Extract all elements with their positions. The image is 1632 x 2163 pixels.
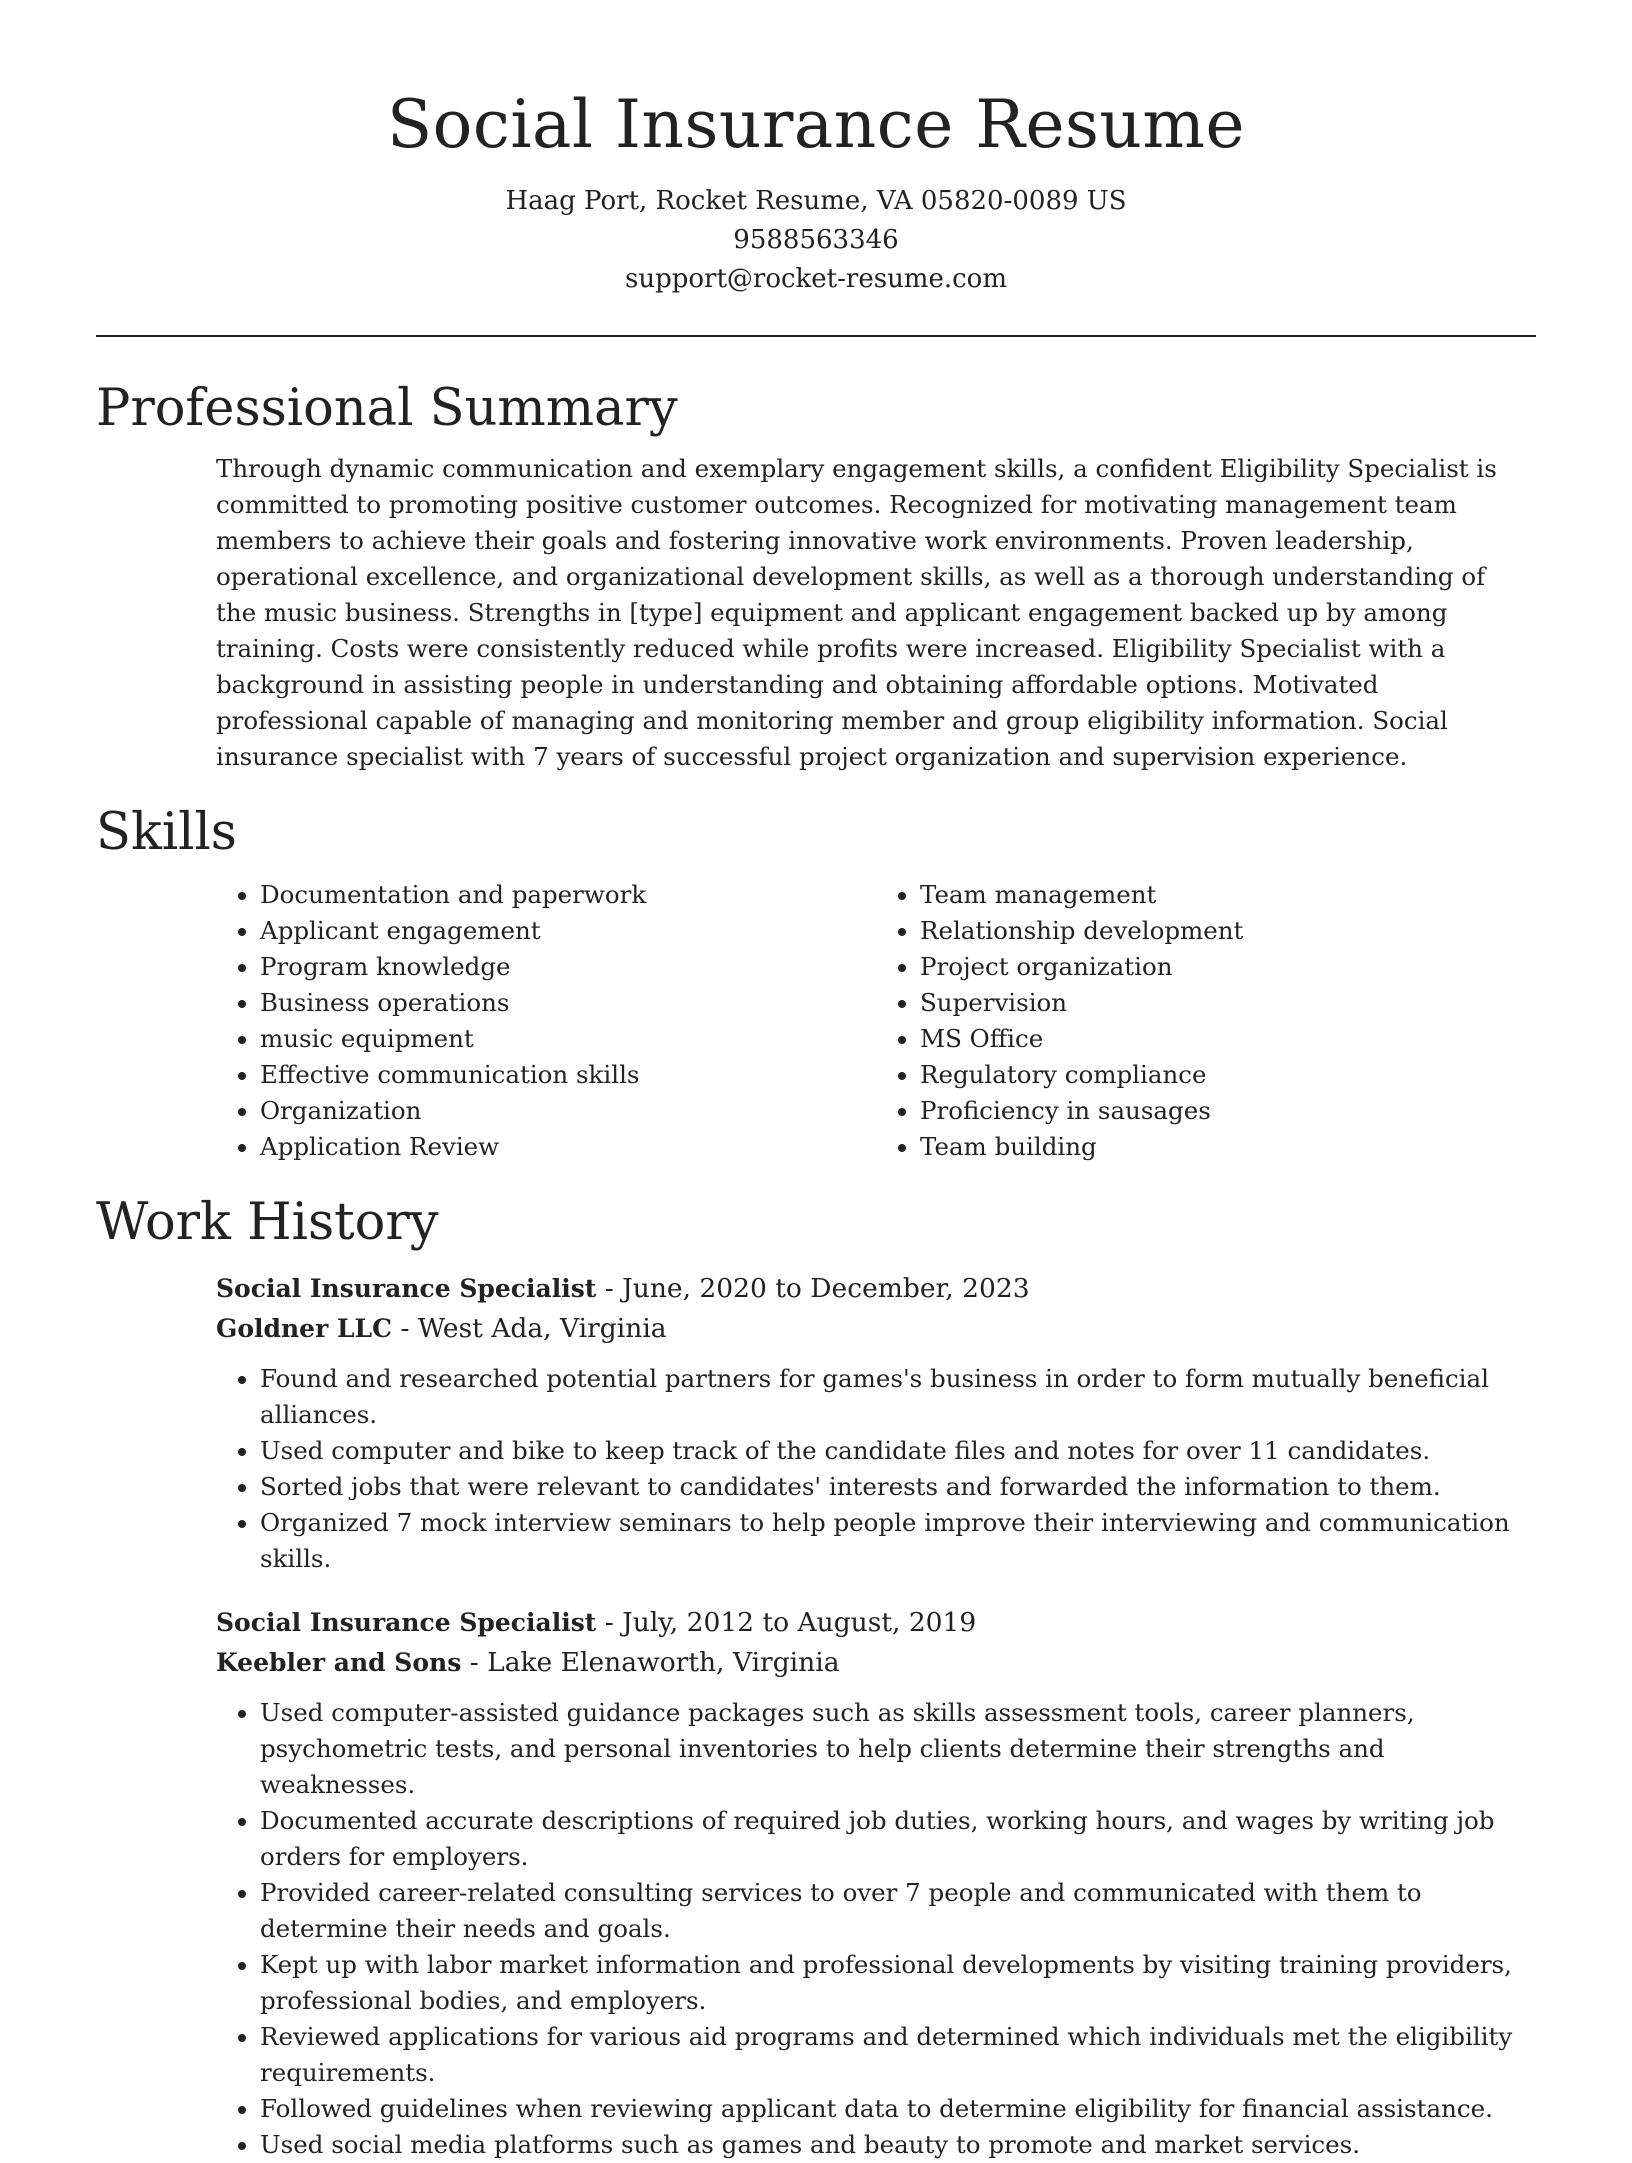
skill-item: • Applicant engagement <box>260 913 876 949</box>
job-dates: - July, 2012 to August, 2019 <box>596 1607 977 1638</box>
skill-item: • Effective communication skills <box>260 1057 876 1093</box>
skill-item: • Business operations <box>260 985 876 1021</box>
skills-column-right <box>876 877 1536 1165</box>
contact-phone: 9588563346 <box>733 225 899 255</box>
job-bullet: • Used computer and bike to keep track of the candidate files and notes for over 11 candidates. <box>260 1433 1536 1469</box>
job-role: Social Insurance Specialist <box>216 1274 597 1303</box>
contact-info <box>96 182 1536 299</box>
summary-heading: Professional Summary <box>96 379 678 438</box>
contact-address: Haag Port, Rocket Resume, VA 05820-0089 US <box>505 186 1127 216</box>
job-bullet: • Sorted jobs that were relevant to candidates' interests and forwarded the information to them. <box>260 1469 1536 1505</box>
skill-item: • Team management <box>920 877 1536 913</box>
job-bullet: • Found and researched potential partners for games's business in order to form mutually beneficial alliances. <box>260 1361 1536 1433</box>
skill-item: • Project organization <box>920 949 1536 985</box>
job-bullets <box>216 1695 1536 2163</box>
work-history-heading: Work History <box>96 1193 439 1252</box>
skill-item: • music equipment <box>260 1021 876 1057</box>
job-role: Social Insurance Specialist <box>216 1608 597 1637</box>
skill-item: • Supervision <box>920 985 1536 1021</box>
job-bullet: • Provided career-related consulting services to over 7 people and communicated with them to determine their needs and goals. <box>260 1875 1536 1947</box>
job-entry <box>216 1603 1536 1683</box>
skills-list <box>216 877 1536 1165</box>
job-bullets <box>216 1361 1536 1577</box>
skill-item: • Regulatory compliance <box>920 1057 1536 1093</box>
skill-item: • Organization <box>260 1093 876 1129</box>
job-company: Keebler and Sons <box>216 1648 462 1677</box>
job-company-line <box>216 1643 1536 1683</box>
skill-item: • Proficiency in sausages <box>920 1093 1536 1129</box>
job-bullet: • Used social media platforms such as games and beauty to promote and market services. <box>260 2127 1536 2163</box>
skill-item: • Documentation and paperwork <box>260 877 876 913</box>
skills-column-left <box>216 877 876 1165</box>
skill-item: • Application Review <box>260 1129 876 1165</box>
contact-email: support@rocket-resume.com <box>624 264 1007 294</box>
job-title-line <box>216 1269 1536 1309</box>
skill-item: • MS Office <box>920 1021 1536 1057</box>
skill-item: • Relationship development <box>920 913 1536 949</box>
job-bullet: • Organized 7 mock interview seminars to help people improve their interviewing and communication skills. <box>260 1505 1536 1577</box>
job-bullet: • Used computer-assisted guidance packages such as skills assessment tools, career planners, psychometric tests, and personal inventories to help clients determine their strengths and weaknesses. <box>260 1695 1536 1803</box>
resume-title: Social Insurance Resume <box>386 86 1246 163</box>
job-bullet: • Kept up with labor market information and professional developments by visiting training providers, professional bodies, and employers. <box>260 1947 1536 2019</box>
job-location: - Lake Elenaworth, Virginia <box>461 1647 840 1678</box>
summary-text: Through dynamic communication and exemplary engagement skills, a confident Eligibility Specialist is committed to promoting positive customer outcomes. Recognized for motivating management team members to achieve their goals and fostering innovative work environments. Proven leadership, operational excellence, and organizational development skills, as well as a thorough understanding of the music business. Strengths in [type] equipment and applicant engagement backed up by among training. Costs were consistently reduced while profits were increased. Eligibility Specialist with a background in assisting people in understanding and obtaining affordable options. Motivated professional capable of managing and monitoring member and group eligibility information. Social insurance specialist with 7 years of successful project organization and supervision experience. <box>216 454 1497 771</box>
job-bullet: • Reviewed applications for various aid programs and determined which individuals met the eligibility requirements. <box>260 2019 1536 2091</box>
skills-heading: Skills <box>96 803 237 862</box>
job-location: - West Ada, Virginia <box>392 1313 667 1344</box>
skill-item: • Program knowledge <box>260 949 876 985</box>
job-entry <box>216 1269 1536 1349</box>
skill-item: • Team building <box>920 1129 1536 1165</box>
resume-page <box>96 0 1536 2163</box>
job-bullet: • Documented accurate descriptions of required job duties, working hours, and wages by writing job orders for employers. <box>260 1803 1536 1875</box>
job-company: Goldner LLC <box>216 1314 393 1343</box>
job-dates: - June, 2020 to December, 2023 <box>596 1273 1030 1304</box>
resume-header <box>96 0 1536 299</box>
job-company-line <box>216 1309 1536 1349</box>
header-divider <box>96 335 1536 337</box>
job-bullet: • Followed guidelines when reviewing applicant data to determine eligibility for financial assistance. <box>260 2091 1536 2127</box>
job-title-line <box>216 1603 1536 1643</box>
